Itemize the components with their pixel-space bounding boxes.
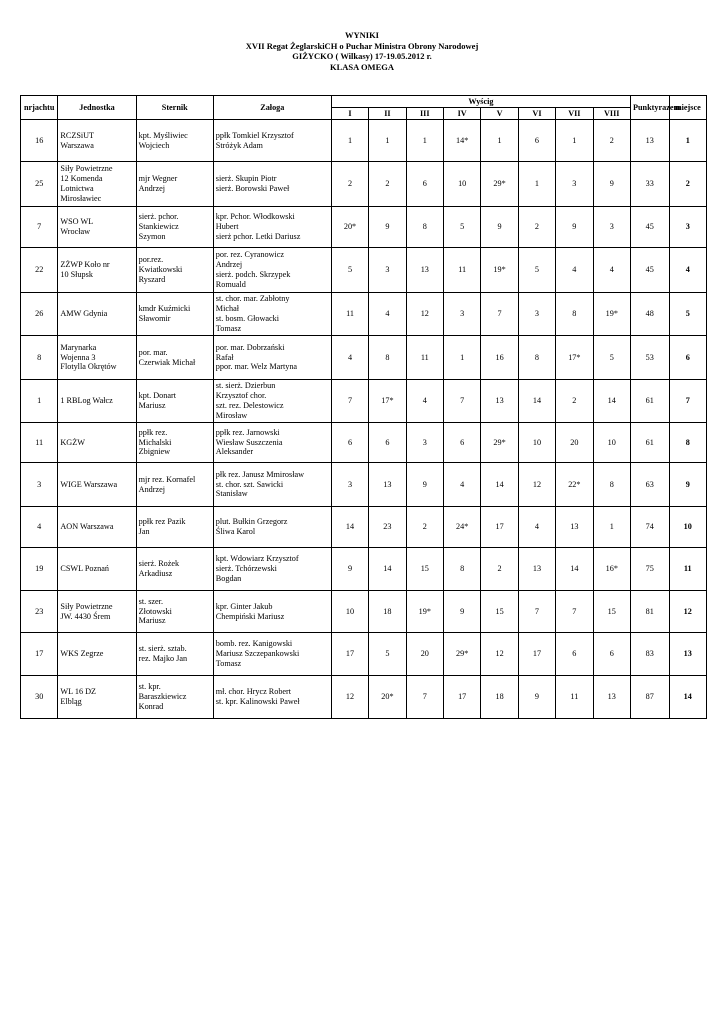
crew-cell: kpr. Ginter Jakub Chempiński Mariusz [213,591,331,633]
header-location-date: GIŻYCKO ( Wilkasy) 17-19.05.2012 r. [292,51,432,61]
place-cell: 9 [669,463,706,507]
crew-cell: ppłk Tomkiel Krzysztof Stróżyk Adam [213,120,331,162]
race-2-score-cell: 13 [369,463,406,507]
race-4-score-cell: 10 [443,162,480,207]
race-5-score-cell: 12 [481,633,518,676]
race-1-score-cell: 7 [331,380,368,423]
header-race-1: I [331,108,368,120]
header-helmsman: Sternik [136,96,213,120]
race-8-score-cell: 6 [593,633,630,676]
unit-cell: CSWL Poznań [58,548,136,591]
table-row [21,162,707,207]
race-5-score-cell: 17 [481,507,518,548]
race-2-score-cell: 1 [369,120,406,162]
crew-cell: mł. chor. Hrycz Robert st. kpr. Kalinowski Paweł [213,676,331,719]
crew-cell: ppłk rez. Jarnowski Wiesław Suszczenia Aleksander [213,423,331,463]
table-body [21,120,707,719]
results-header [0,30,724,72]
race-6-score-cell: 4 [518,507,555,548]
race-1-score-cell: 14 [331,507,368,548]
place-cell: 11 [669,548,706,591]
race-1-score-cell: 11 [331,293,368,336]
race-8-score-cell: 14 [593,380,630,423]
yacht-number-cell: 16 [21,120,58,162]
race-1-score-cell: 3 [331,463,368,507]
total-points-cell: 45 [630,207,669,248]
race-5-score-cell: 19* [481,248,518,293]
race-1-score-cell: 5 [331,248,368,293]
race-2-score-cell: 3 [369,248,406,293]
header-unit: Jednostka [58,96,136,120]
header-crew: Załoga [213,96,331,120]
table-row [21,248,707,293]
race-1-score-cell: 10 [331,591,368,633]
header-event-name: XVII Regat ŻeglarskiCH o Puchar Ministra Obrony Narodowej [245,40,479,51]
race-2-score-cell: 18 [369,591,406,633]
race-7-score-cell: 7 [556,591,593,633]
table-row [21,676,707,719]
place-cell: 8 [669,423,706,463]
race-1-score-cell: 6 [331,423,368,463]
yacht-number-cell: 26 [21,293,58,336]
race-6-score-cell: 14 [518,380,555,423]
race-3-score-cell: 2 [406,507,443,548]
race-6-score-cell: 12 [518,463,555,507]
race-8-score-cell: 15 [593,591,630,633]
race-3-score-cell: 13 [406,248,443,293]
race-3-score-cell: 11 [406,336,443,380]
place-cell: 5 [669,293,706,336]
race-7-score-cell: 20 [556,423,593,463]
race-1-score-cell: 20* [331,207,368,248]
header-race-7: VII [556,108,593,120]
header-total-points: Punktyrazem [630,96,669,120]
race-8-score-cell: 10 [593,423,630,463]
table-row [21,463,707,507]
race-7-score-cell: 9 [556,207,593,248]
race-7-score-cell: 11 [556,676,593,719]
place-cell: 10 [669,507,706,548]
race-6-score-cell: 2 [518,207,555,248]
total-points-cell: 53 [630,336,669,380]
helmsman-cell: kpt. Myśliwiec Wojciech [136,120,213,162]
race-3-score-cell: 20 [406,633,443,676]
race-1-score-cell: 12 [331,676,368,719]
unit-cell: Siły Powietrzne 12 Komenda Lotnictwa Mirosławiec [58,162,136,207]
race-6-score-cell: 8 [518,336,555,380]
race-4-score-cell: 4 [443,463,480,507]
crew-cell: kpt. Wdowiarz Krzysztof sierż. Tchórzewski Bogdan [213,548,331,591]
total-points-cell: 61 [630,423,669,463]
helmsman-cell: st. szer. Złotowski Mariusz [136,591,213,633]
race-1-score-cell: 9 [331,548,368,591]
total-points-cell: 48 [630,293,669,336]
race-5-score-cell: 29* [481,162,518,207]
race-4-score-cell: 9 [443,591,480,633]
race-5-score-cell: 14 [481,463,518,507]
crew-cell: płk rez. Janusz Mmirosław st. chor. szt. Sawicki Stanisław [213,463,331,507]
race-7-score-cell: 1 [556,120,593,162]
race-2-score-cell: 17* [369,380,406,423]
race-6-score-cell: 3 [518,293,555,336]
race-6-score-cell: 7 [518,591,555,633]
race-7-score-cell: 6 [556,633,593,676]
total-points-cell: 75 [630,548,669,591]
race-2-score-cell: 14 [369,548,406,591]
race-6-score-cell: 9 [518,676,555,719]
race-3-score-cell: 1 [406,120,443,162]
race-5-score-cell: 29* [481,423,518,463]
total-points-cell: 63 [630,463,669,507]
crew-cell: plut. Bułkin Grzegorz Śliwa Karol [213,507,331,548]
header-title: WYNIKI [344,30,379,40]
race-1-score-cell: 17 [331,633,368,676]
helmsman-cell: st. sierż. sztab. rez. Majko Jan [136,633,213,676]
yacht-number-cell: 7 [21,207,58,248]
unit-cell: WKS Zegrze [58,633,136,676]
results-table [20,95,707,719]
race-3-score-cell: 3 [406,423,443,463]
race-2-score-cell: 23 [369,507,406,548]
race-4-score-cell: 3 [443,293,480,336]
place-cell: 12 [669,591,706,633]
place-cell: 1 [669,120,706,162]
place-cell: 6 [669,336,706,380]
race-3-score-cell: 7 [406,676,443,719]
race-5-score-cell: 16 [481,336,518,380]
helmsman-cell: mjr Wegner Andrzej [136,162,213,207]
race-4-score-cell: 17 [443,676,480,719]
race-6-score-cell: 6 [518,120,555,162]
race-7-score-cell: 17* [556,336,593,380]
race-5-score-cell: 9 [481,207,518,248]
race-7-score-cell: 3 [556,162,593,207]
total-points-cell: 13 [630,120,669,162]
table-row [21,380,707,423]
race-7-score-cell: 13 [556,507,593,548]
unit-cell: Marynarka Wojenna 3 Flotylla Okrętów [58,336,136,380]
table-row [21,591,707,633]
race-8-score-cell: 2 [593,120,630,162]
header-place: miejsce [669,96,706,120]
total-points-cell: 33 [630,162,669,207]
race-2-score-cell: 8 [369,336,406,380]
race-5-score-cell: 15 [481,591,518,633]
race-3-score-cell: 4 [406,380,443,423]
crew-cell: st. chor. mar. Zabłotny Michał st. bosm. Głowacki Tomasz [213,293,331,336]
helmsman-cell: por. mar. Czerwiak Michał [136,336,213,380]
race-3-score-cell: 15 [406,548,443,591]
unit-cell: RCZSiUT Warszawa [58,120,136,162]
table-row [21,633,707,676]
crew-cell: sierż. Skupin Piotr sierż. Borowski Paweł [213,162,331,207]
total-points-cell: 45 [630,248,669,293]
race-3-score-cell: 9 [406,463,443,507]
race-4-score-cell: 29* [443,633,480,676]
race-2-score-cell: 6 [369,423,406,463]
header-race-4: IV [443,108,480,120]
race-8-score-cell: 8 [593,463,630,507]
race-4-score-cell: 14* [443,120,480,162]
race-8-score-cell: 3 [593,207,630,248]
unit-cell: AON Warszawa [58,507,136,548]
crew-cell: por. mar. Dobrzański Rafał ppor. mar. Welz Martyna [213,336,331,380]
unit-cell: WL 16 DZ Elbląg [58,676,136,719]
yacht-number-cell: 4 [21,507,58,548]
unit-cell: 1 RBLog Wałcz [58,380,136,423]
helmsman-cell: sierż. Rożek Arkadiusz [136,548,213,591]
total-points-cell: 83 [630,633,669,676]
total-points-cell: 87 [630,676,669,719]
race-5-score-cell: 7 [481,293,518,336]
race-6-score-cell: 5 [518,248,555,293]
table-header [21,96,707,120]
yacht-number-cell: 30 [21,676,58,719]
header-race-group: Wyścig [331,96,630,108]
helmsman-cell: ppłk rez. Michalski Zbigniew [136,423,213,463]
race-7-score-cell: 14 [556,548,593,591]
race-3-score-cell: 8 [406,207,443,248]
race-4-score-cell: 6 [443,423,480,463]
helmsman-cell: sierż. pchor. Stankiewicz Szymon [136,207,213,248]
helmsman-cell: kpt. Donart Mariusz [136,380,213,423]
place-cell: 13 [669,633,706,676]
race-5-score-cell: 18 [481,676,518,719]
total-points-cell: 61 [630,380,669,423]
race-7-score-cell: 2 [556,380,593,423]
unit-cell: KGŻW [58,423,136,463]
yacht-number-cell: 3 [21,463,58,507]
table-row [21,423,707,463]
yacht-number-cell: 25 [21,162,58,207]
yacht-number-cell: 8 [21,336,58,380]
race-3-score-cell: 12 [406,293,443,336]
place-cell: 3 [669,207,706,248]
header-race-3: III [406,108,443,120]
race-7-score-cell: 22* [556,463,593,507]
race-8-score-cell: 16* [593,548,630,591]
yacht-number-cell: 22 [21,248,58,293]
race-4-score-cell: 5 [443,207,480,248]
header-race-6: VI [518,108,555,120]
yacht-number-cell: 17 [21,633,58,676]
total-points-cell: 81 [630,591,669,633]
yacht-number-cell: 23 [21,591,58,633]
helmsman-cell: kmdr Kuźmicki Sławomir [136,293,213,336]
race-1-score-cell: 4 [331,336,368,380]
race-5-score-cell: 2 [481,548,518,591]
unit-cell: WIGE Warszawa [58,463,136,507]
race-4-score-cell: 24* [443,507,480,548]
race-2-score-cell: 20* [369,676,406,719]
table-row [21,507,707,548]
race-2-score-cell: 5 [369,633,406,676]
crew-cell: st. sierż. Dzierbun Krzysztof chor. szt. rez. Delestowicz Mirosław [213,380,331,423]
unit-cell: WSO WL Wrocław [58,207,136,248]
unit-cell: Siły Powietrzne JW. 4430 Śrem [58,591,136,633]
race-6-score-cell: 13 [518,548,555,591]
race-8-score-cell: 1 [593,507,630,548]
table-row [21,548,707,591]
place-cell: 4 [669,248,706,293]
place-cell: 7 [669,380,706,423]
place-cell: 14 [669,676,706,719]
header-race-5: V [481,108,518,120]
helmsman-cell: st. kpr. Baraszkiewicz Konrad [136,676,213,719]
header-race-8: VIII [593,108,630,120]
race-2-score-cell: 9 [369,207,406,248]
race-7-score-cell: 8 [556,293,593,336]
race-4-score-cell: 8 [443,548,480,591]
yacht-number-cell: 11 [21,423,58,463]
unit-cell: ZŻWP Koło nr 10 Słupsk [58,248,136,293]
race-7-score-cell: 4 [556,248,593,293]
race-2-score-cell: 2 [369,162,406,207]
race-6-score-cell: 10 [518,423,555,463]
helmsman-cell: ppłk rez Pazik Jan [136,507,213,548]
header-class: KLASA OMEGA [330,61,394,72]
yacht-number-cell: 1 [21,380,58,423]
table-row [21,336,707,380]
race-4-score-cell: 7 [443,380,480,423]
race-8-score-cell: 4 [593,248,630,293]
crew-cell: por. rez. Cyranowicz Andrzej sierż. podch. Skrzypek Romuald [213,248,331,293]
race-3-score-cell: 19* [406,591,443,633]
race-1-score-cell: 1 [331,120,368,162]
race-4-score-cell: 11 [443,248,480,293]
race-8-score-cell: 19* [593,293,630,336]
race-3-score-cell: 6 [406,162,443,207]
crew-cell: kpr. Pchor. Włodkowski Hubert sierż pchor. Letki Dariusz [213,207,331,248]
table-row [21,120,707,162]
race-6-score-cell: 1 [518,162,555,207]
race-6-score-cell: 17 [518,633,555,676]
yacht-number-cell: 19 [21,548,58,591]
race-8-score-cell: 13 [593,676,630,719]
race-8-score-cell: 5 [593,336,630,380]
total-points-cell: 74 [630,507,669,548]
table-row [21,207,707,248]
helmsman-cell: mjr rez. Kornafel Andrzej [136,463,213,507]
table-row [21,293,707,336]
header-race-2: II [369,108,406,120]
helmsman-cell: por.rez. Kwiatkowski Ryszard [136,248,213,293]
race-5-score-cell: 13 [481,380,518,423]
race-4-score-cell: 1 [443,336,480,380]
race-1-score-cell: 2 [331,162,368,207]
unit-cell: AMW Gdynia [58,293,136,336]
race-5-score-cell: 1 [481,120,518,162]
place-cell: 2 [669,162,706,207]
race-8-score-cell: 9 [593,162,630,207]
crew-cell: bomb. rez. Kanigowski Mariusz Szczepankowski Tomasz [213,633,331,676]
race-2-score-cell: 4 [369,293,406,336]
header-yacht-number: nrjachtu [21,96,58,120]
